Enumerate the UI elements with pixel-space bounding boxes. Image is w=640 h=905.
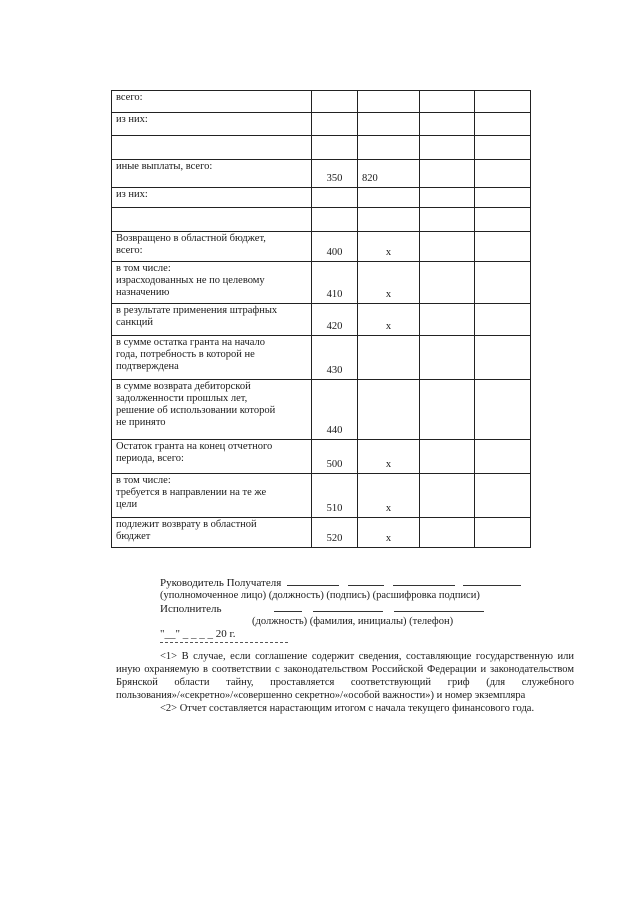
row-label-line: всего: <box>116 92 143 103</box>
table-row <box>112 188 531 208</box>
row-value <box>358 136 420 160</box>
row-label-line: подлежит возврату в областной <box>116 519 257 530</box>
row-empty-cell <box>475 304 531 336</box>
table-row <box>112 440 531 474</box>
row-empty-cell <box>475 380 531 440</box>
row-label-line: Остаток гранта на конец отчетного <box>116 441 273 452</box>
row-value: х <box>358 232 420 262</box>
row-code: 420 <box>312 304 358 336</box>
date-line: "__" _ _ _ _ 20 г. <box>160 628 236 640</box>
row-empty-cell <box>420 336 475 380</box>
footnote-2: <2> Отчет составляется нарастающим итогом с начала текущего финансового года. <box>160 703 535 714</box>
row-label-line: санкций <box>116 317 154 328</box>
row-code <box>312 208 358 232</box>
footnote-separator <box>160 642 288 643</box>
table-row <box>112 518 531 548</box>
row-empty-cell <box>475 232 531 262</box>
row-label-line: иные выплаты, всего: <box>116 161 213 172</box>
table-row <box>112 160 531 188</box>
table-row <box>112 91 531 113</box>
table-row <box>112 208 531 232</box>
row-value <box>358 380 420 440</box>
row-code: 440 <box>312 380 358 440</box>
row-code <box>312 113 358 136</box>
row-label-line: в результате применения штрафных <box>116 305 278 316</box>
head-caption: (уполномоченное лицо) (должность) (подпись) (расшифровка подписи) <box>160 590 480 601</box>
row-code <box>312 188 358 208</box>
row-empty-cell <box>475 91 531 113</box>
row-empty-cell <box>475 136 531 160</box>
row-label-line: в сумме возврата дебиторской <box>116 381 251 392</box>
row-label-line: в сумме остатка гранта на начало <box>116 337 266 348</box>
table-row <box>112 304 531 336</box>
row-value: х <box>358 262 420 304</box>
table-row <box>112 232 531 262</box>
row-empty-cell <box>420 474 475 518</box>
row-code: 400 <box>312 232 358 262</box>
table-row <box>112 113 531 136</box>
row-label-line: из них: <box>116 114 148 125</box>
row-value <box>358 113 420 136</box>
row-empty-cell <box>420 262 475 304</box>
row-label-line: года, потребность в которой не <box>116 349 255 360</box>
row-value <box>358 188 420 208</box>
row-code <box>312 91 358 113</box>
row-label-line: задолженности прошлых лет, <box>116 393 248 404</box>
row-empty-cell <box>420 188 475 208</box>
head-extra-line <box>463 576 521 586</box>
row-value <box>358 91 420 113</box>
row-label-line: подтверждена <box>116 361 179 372</box>
executor-position-line <box>274 602 302 612</box>
table-row <box>112 336 531 380</box>
table-row <box>112 262 531 304</box>
row-label-line: периода, всего: <box>116 453 184 464</box>
row-label-line: Возвращено в областной бюджет, <box>116 233 266 244</box>
row-value <box>358 208 420 232</box>
row-value: х <box>358 304 420 336</box>
row-empty-cell <box>420 113 475 136</box>
row-empty-cell <box>420 160 475 188</box>
table-row <box>112 474 531 518</box>
row-code: 520 <box>312 518 358 548</box>
row-code: 500 <box>312 440 358 474</box>
executor-name-line <box>313 602 383 612</box>
row-label <box>112 380 312 440</box>
report-table-body <box>112 91 531 548</box>
row-label <box>112 474 312 518</box>
row-label <box>112 262 312 304</box>
report-table <box>111 90 531 548</box>
row-label <box>112 160 312 188</box>
row-empty-cell <box>475 188 531 208</box>
row-empty-cell <box>475 160 531 188</box>
row-label <box>112 113 312 136</box>
row-code: 430 <box>312 336 358 380</box>
row-label <box>112 518 312 548</box>
row-value: х <box>358 518 420 548</box>
row-label-line: цели <box>116 499 138 510</box>
footnote-1: <1> В случае, если соглашение содержит сведения, составляющие государственную или иную охраняемую в соответствии с законодательством Российской Федерации и законодательством Брянской области тайну, проставляется соответствующий гриф (для служебного пользования»/«секретно»/«совершенно секретно»/«особой важности») и номер экземпляра <box>116 651 574 701</box>
row-label <box>112 136 312 160</box>
row-label-line: требуется в направлении на те же <box>116 487 267 498</box>
table-row <box>112 136 531 160</box>
row-code: 410 <box>312 262 358 304</box>
row-label-line: в том числе: <box>116 475 171 486</box>
row-empty-cell <box>420 136 475 160</box>
row-empty-cell <box>475 336 531 380</box>
row-label-line: всего: <box>116 245 143 256</box>
executor-label: Исполнитель <box>160 603 222 615</box>
head-name-line <box>393 576 455 586</box>
row-empty-cell <box>420 208 475 232</box>
row-empty-cell <box>475 474 531 518</box>
row-empty-cell <box>475 262 531 304</box>
row-label <box>112 232 312 262</box>
row-empty-cell <box>475 208 531 232</box>
signature-block <box>160 576 521 641</box>
row-empty-cell <box>420 304 475 336</box>
row-label-line: израсходованных не по целевому <box>116 275 265 286</box>
row-empty-cell <box>475 440 531 474</box>
row-label <box>112 188 312 208</box>
executor-phone-line <box>394 602 484 612</box>
row-label-line: не принято <box>116 417 166 428</box>
row-empty-cell <box>420 440 475 474</box>
row-label-line: назначению <box>116 287 170 298</box>
row-empty-cell <box>475 113 531 136</box>
row-value: х <box>358 474 420 518</box>
executor-caption: (должность) (фамилия, инициалы) (телефон) <box>252 616 454 627</box>
row-value: х <box>358 440 420 474</box>
row-label-line: в том числе: <box>116 263 171 274</box>
row-code <box>312 136 358 160</box>
row-code: 350 <box>312 160 358 188</box>
row-empty-cell <box>420 380 475 440</box>
row-label-line: из них: <box>116 189 148 200</box>
row-empty-cell <box>475 518 531 548</box>
row-label-line: решение об использовании которой <box>116 405 276 416</box>
head-label: Руководитель Получателя <box>160 577 282 589</box>
row-empty-cell <box>420 91 475 113</box>
row-label <box>112 208 312 232</box>
head-signature-line <box>348 576 384 586</box>
row-label <box>112 304 312 336</box>
row-label <box>112 336 312 380</box>
row-empty-cell <box>420 232 475 262</box>
row-value <box>358 336 420 380</box>
row-label <box>112 91 312 113</box>
row-empty-cell <box>420 518 475 548</box>
row-label <box>112 440 312 474</box>
table-row <box>112 380 531 440</box>
head-position-line <box>287 576 339 586</box>
row-label-line: бюджет <box>116 531 151 542</box>
row-code: 510 <box>312 474 358 518</box>
row-value: 820 <box>358 160 420 188</box>
footnotes <box>116 650 574 715</box>
